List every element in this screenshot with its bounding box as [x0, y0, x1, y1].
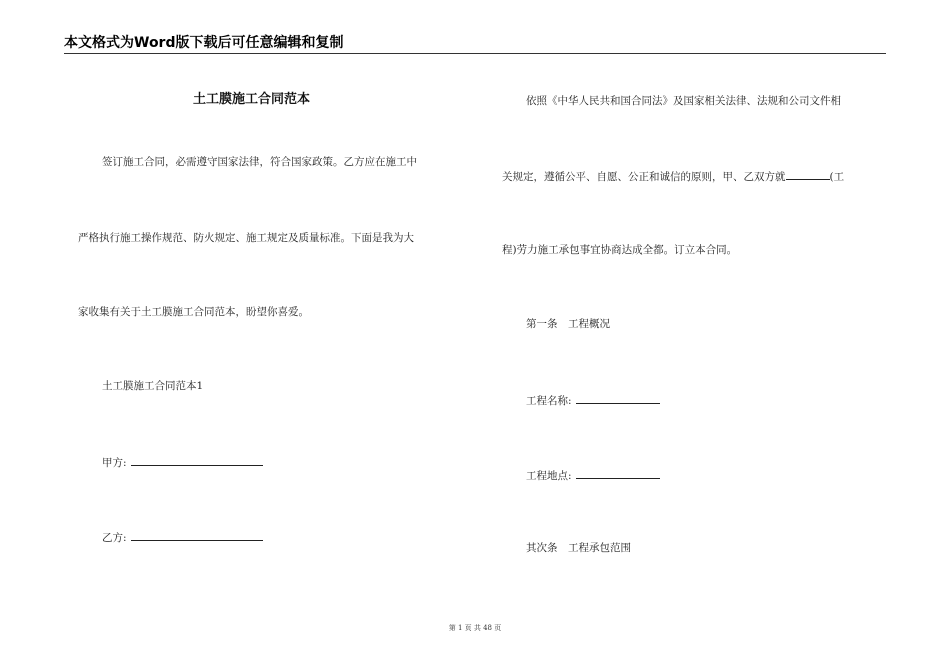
right-para-line-2-tail: (工: [829, 171, 845, 183]
party-a-blank: [131, 454, 263, 466]
project-name-line: [526, 392, 660, 408]
party-a-line: [102, 454, 263, 470]
page-number: 第 1 页 共 48 页: [448, 624, 502, 632]
party-b-blank: [131, 529, 263, 541]
article-2-heading: 其次条 工程承包范围: [526, 542, 631, 554]
project-location-label: 工程地点:: [526, 470, 572, 482]
project-location-blank: [576, 467, 660, 479]
project-blank: [786, 168, 830, 180]
intro-line-2: 严格执行施工操作规范、防火规定、施工规定及质量标准。下面是我为大: [78, 232, 414, 244]
right-para-line-1: 依照《中华人民共和国合同法》及国家相关法律、法规和公司文件相: [526, 95, 841, 107]
intro-line-1: 签订施工合同，必需遵守国家法律，符合国家政策。乙方应在施工中: [102, 156, 417, 168]
project-location-line: [526, 467, 660, 483]
intro-line-3: 家收集有关于土工膜施工合同范本，盼望你喜爱。: [78, 306, 309, 318]
party-b-line: [102, 529, 263, 545]
sample-heading: 土工膜施工合同范本1: [102, 380, 204, 392]
project-name-label: 工程名称:: [526, 395, 572, 407]
right-para-line-3: 程)劳力施工承包事宜协商达成全都。订立本合同。: [502, 244, 738, 256]
document-title: 土工膜施工合同范本: [193, 92, 311, 107]
party-a-label: 甲方:: [102, 457, 127, 469]
right-para-line-2: [502, 168, 844, 184]
right-para-line-2-text: 关规定，遵循公平、自愿、公正和诚信的原则，甲、乙双方就: [502, 171, 786, 183]
header-divider: [64, 53, 886, 54]
document-header: 本文格式为Word版下载后可任意编辑和复制: [64, 35, 344, 51]
party-b-label: 乙方:: [102, 532, 127, 544]
article-1-heading: 第一条 工程概况: [526, 318, 610, 330]
project-name-blank: [576, 392, 660, 404]
